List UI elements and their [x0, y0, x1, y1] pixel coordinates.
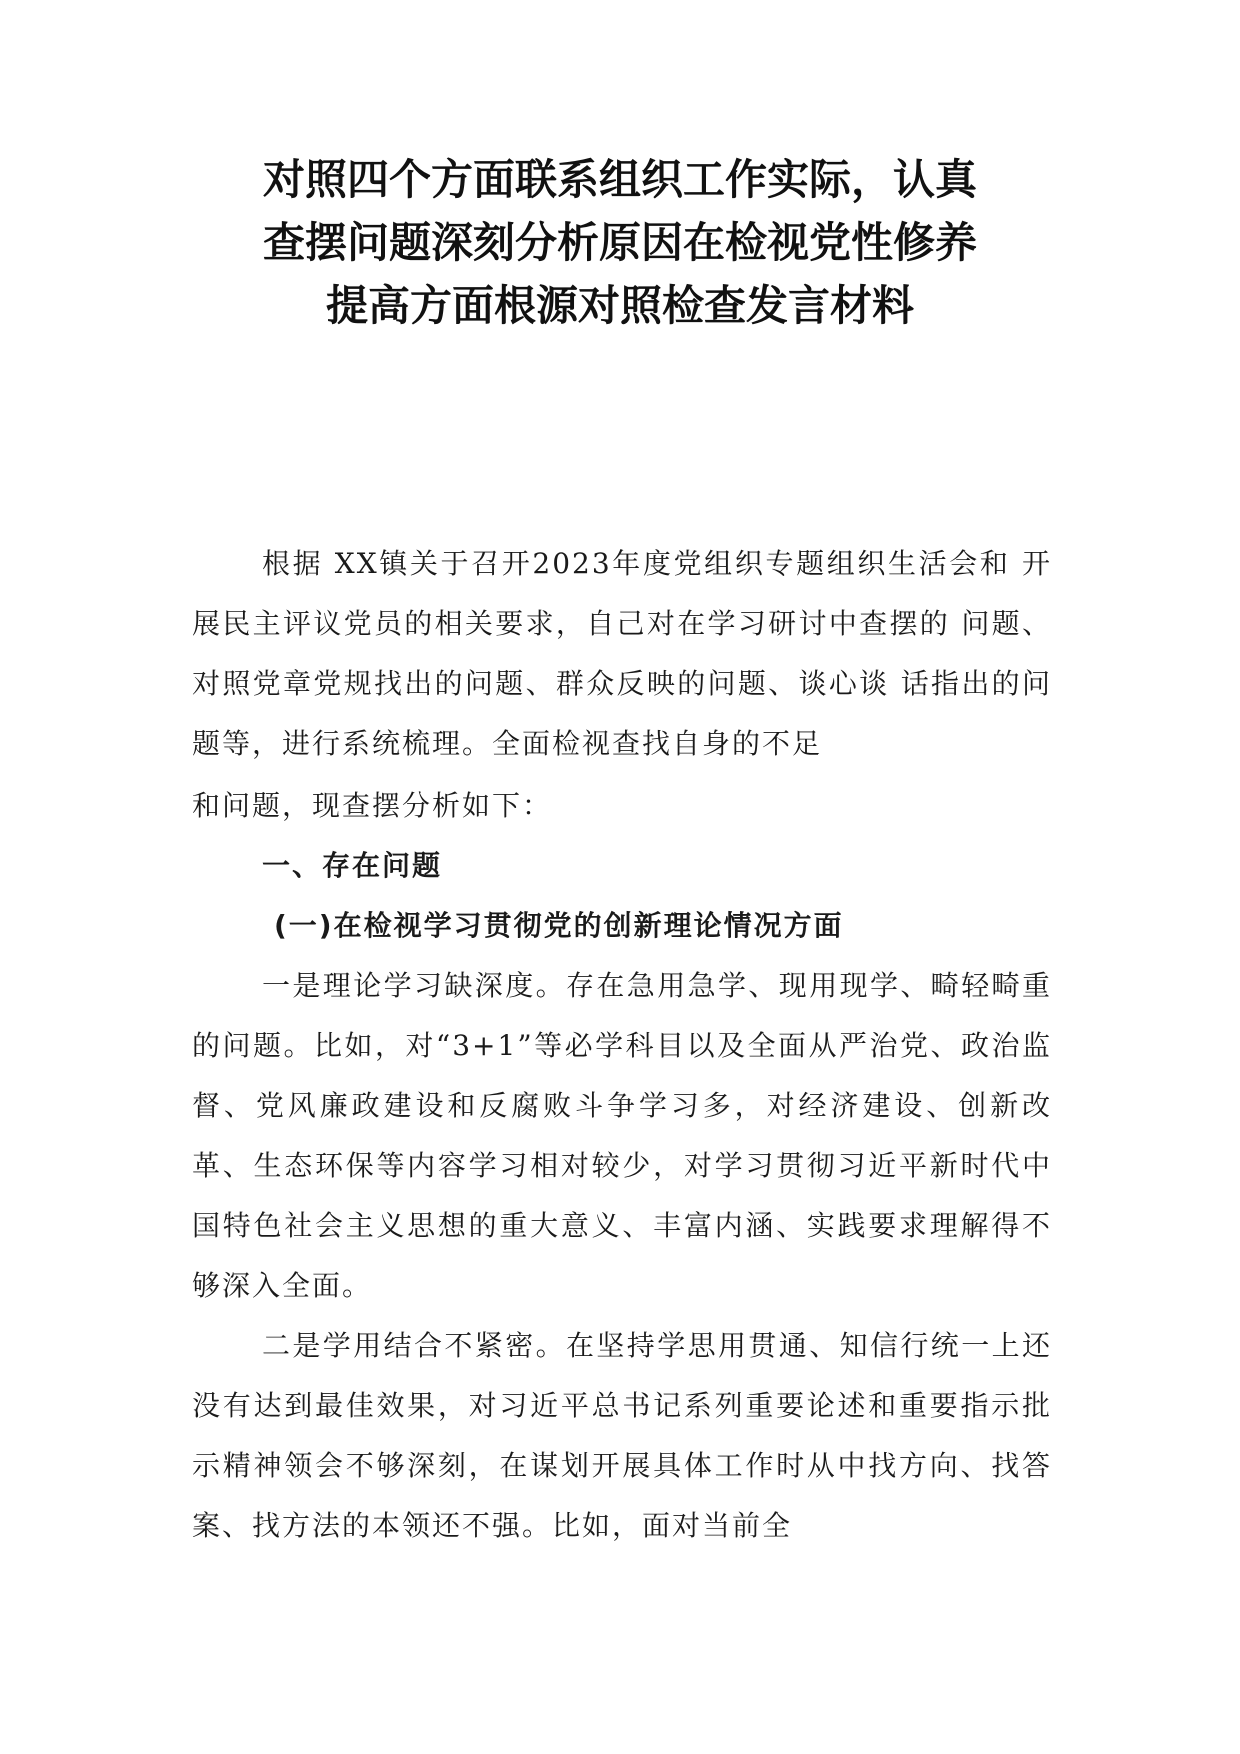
paragraph-1: 一是理论学习缺深度。存在急用急学、现用现学、畸轻畸重的问题。比如，对“3+1”等必学科目以及全面从严治党、政治监督、党风廉政建设和反腐败斗争学习多，对经济建设、创新改革、生态环保等内容学习相对较少，对学习贯彻习近平新时代中国特色社会主义思想的重大意义、丰富内涵、实践要求理解得不够深入全面。	[192, 969, 1052, 1302]
document-title	[160, 148, 1080, 337]
subsection-heading: (一)在检视学习贯彻党的创新理论情况方面	[274, 909, 844, 942]
title-line-3: 提高方面根源对照检查发言材料	[325, 281, 914, 330]
title-line-2: 查摆问题深刻分析原因在检视党性修养	[262, 218, 977, 267]
section-heading: 一、存在问题	[262, 849, 443, 882]
intro-paragraph: 根据 XX镇关于召开2023年度党组织专题组织生活会和 开展民主评议党员的相关要求，自己对在学习研讨中查摆的 问题、对照党章党规找出的问题、群众反映的问题、谈心谈 话指出的问题等，进行系统梳理。全面检视查找自身的不足	[192, 547, 1052, 760]
paragraph-2: 二是学用结合不紧密。在坚持学思用贯通、知信行统一上还没有达到最佳效果，对习近平总书记系列重要论述和重要指示批示精神领会不够深刻，在谋划开展具体工作时从中找方向、找答案、找方法的本领还不强。比如，面对当前全	[192, 1329, 1052, 1542]
title-line-1: 对照四个方面联系组织工作实际，认真	[262, 155, 977, 204]
intro-continuation: 和问题，现查摆分析如下：	[192, 789, 553, 822]
document-body	[192, 534, 1052, 1556]
